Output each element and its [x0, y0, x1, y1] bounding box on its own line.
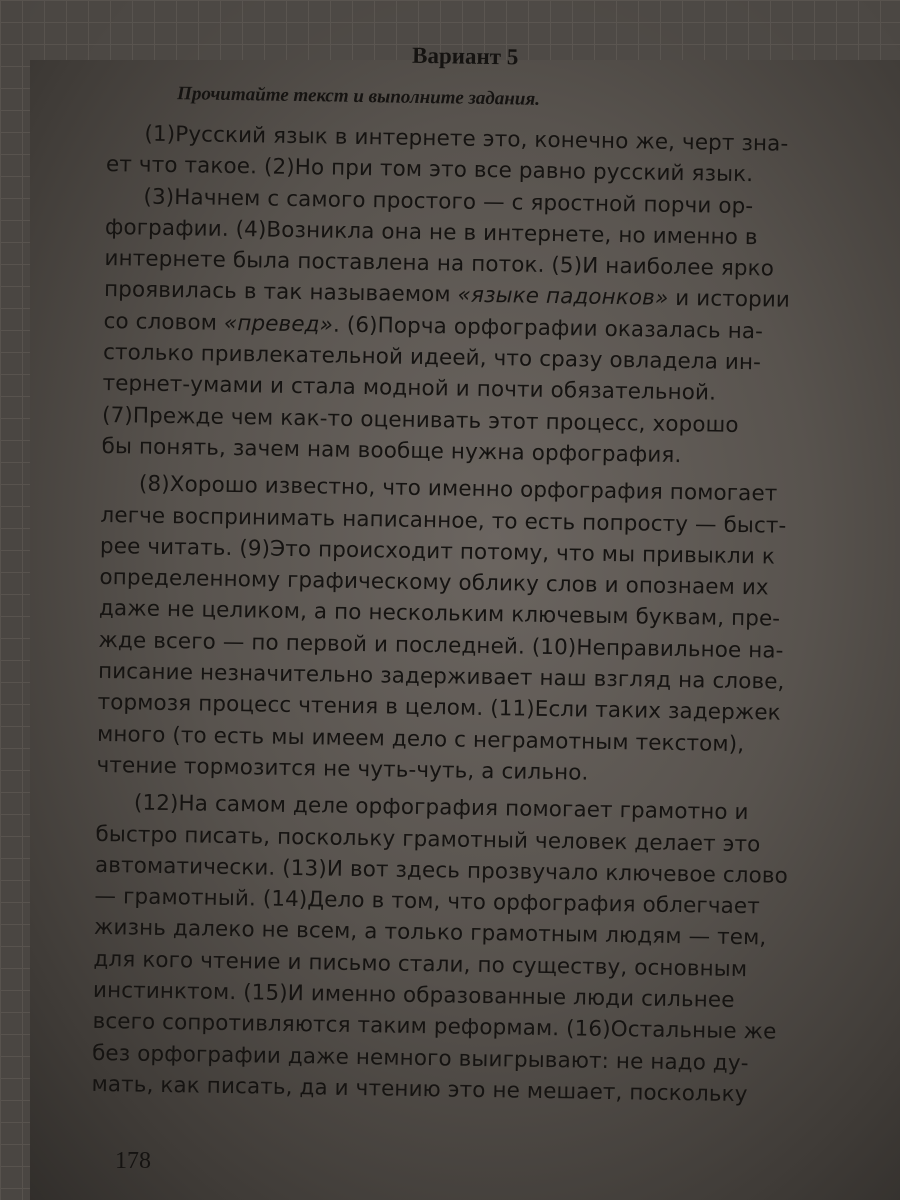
grid-paper-edge [0, 0, 30, 1200]
text-line: чтение тормозится не чуть-чуть, а сильно. [96, 752, 589, 786]
text-line: определенному графическому облику слов и опознаем их [99, 565, 769, 601]
text-line: быстро писать, поскольку грамотный человек делает это [95, 821, 761, 857]
page-number: 178 [115, 1148, 151, 1174]
paragraph-2 [101, 181, 820, 474]
paragraph-1 [106, 118, 822, 192]
text-line: инстинктом. (15)И именно образованные люди сильнее [92, 977, 735, 1013]
text-line: (12)На самом деле орфография помогает грамотно и [133, 790, 749, 826]
book-page-content [91, 38, 823, 1111]
text-line: (1)Русский язык в интернете это, конечно же, черт зна- [144, 121, 789, 157]
text-segment: и истории [668, 286, 791, 314]
text-segment: со словом [103, 308, 225, 336]
text-line: бы понять, зачем нам вообще нужна орфография. [101, 433, 682, 469]
text-line: жде всего — по первой и последней. (10)Неправильное на- [98, 627, 784, 664]
text-line: писание незначительно задерживает наш взгляд на слове, [97, 658, 785, 695]
text-line: мать, как писать, да и чтению это не мешает, поскольку [91, 1071, 748, 1108]
text-line: интернете была поставлена на поток. (5)И наиболее ярко [104, 246, 775, 282]
text-line: даже не целиком, а по нескольким ключевым буквам, пре- [98, 596, 781, 633]
text-segment: проявилась в так называемом [103, 277, 458, 309]
italic-term: «языке падонков» [457, 283, 669, 312]
text-line: ет что такое. (2)Но при том это все равно русский язык. [105, 152, 754, 188]
text-line: без орфографии даже немного выигрывают: не надо ду- [91, 1040, 749, 1076]
text-line: фографии. (4)Возникла она не в интернете, но именно в [104, 214, 758, 251]
text-line: автоматически. (13)И вот здесь прозвучало ключевое слово [94, 852, 789, 889]
text-line: тернет-умами и стала модной и почти обязательной. [102, 371, 717, 406]
text-line: рее читать. (9)Это происходит потому, что мы привыкли к [99, 533, 776, 570]
text-line: всего сопротивляются таким реформам. (16)Остальные же [92, 1009, 777, 1045]
instruction-text: Прочитайте текст и выполните задания. [176, 83, 541, 110]
text-line: для кого чтение и письмо стали, по существу, основным [93, 946, 748, 982]
text-segment: . (6)Порча орфографии оказалась на- [332, 312, 764, 345]
paragraph-4 [91, 787, 811, 1111]
text-line: много (то есть мы имеем дело с неграмотным текстом), [96, 721, 745, 757]
text-line: столько привлекательной идеей, что сразу овладела ин- [102, 340, 762, 376]
text-line: тормозя процесс чтения в целом. (11)Если таких задержек [97, 690, 781, 726]
italic-term: «превед» [223, 310, 334, 338]
text-line: жизнь далеко не всем, а только грамотным людям — тем, [93, 915, 767, 951]
text-line: — грамотный. (14)Дело в том, что орфография облегчает [94, 884, 761, 920]
text-line: (8)Хорошо известно, что именно орфография помогает [138, 471, 778, 507]
text-line: (3)Начнем с самого простого — с яростной порчи ор- [143, 184, 754, 219]
page-heading: Вариант 5 [411, 42, 519, 70]
paragraph-3 [96, 468, 816, 792]
text-line: (7)Прежде чем как-то оценивать этот процесс, хорошо [101, 402, 739, 438]
text-line: легче воспринимать написанное, то есть попросту — быст- [100, 502, 787, 539]
